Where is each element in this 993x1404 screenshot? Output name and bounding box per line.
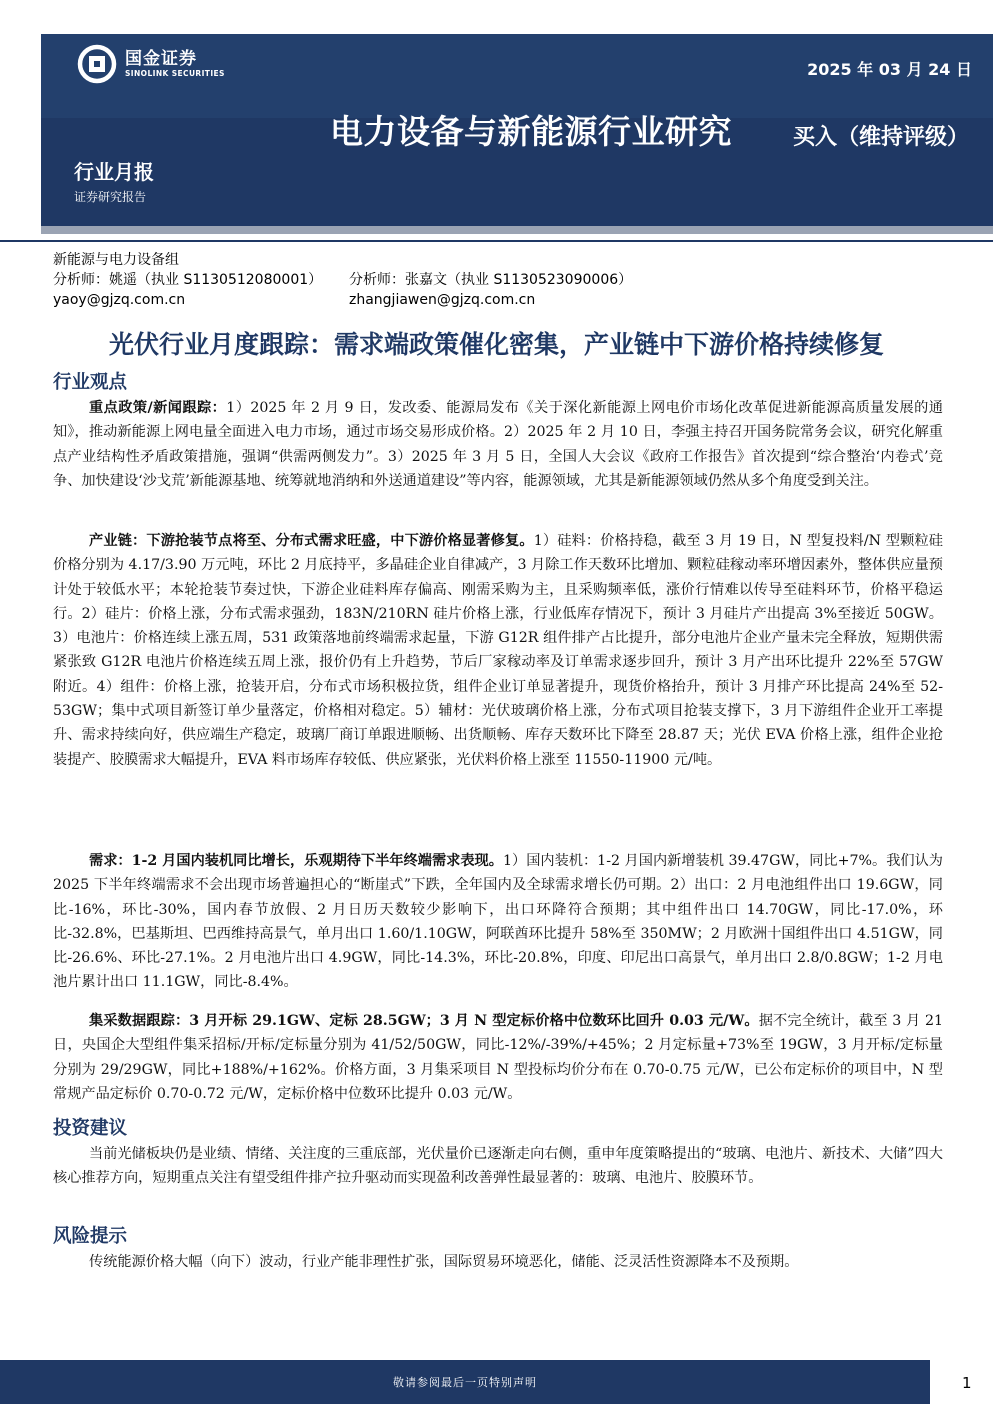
paragraph-risk (53, 1250, 943, 1274)
paragraph-policy (53, 396, 943, 493)
report-type: 行业月报 (74, 160, 154, 184)
paragraph-invest (53, 1142, 943, 1191)
paragraph-demand (53, 849, 943, 995)
report-date: 2025 年 03 月 24 日 (807, 60, 972, 79)
paragraph-policy-body: 1）2025 年 2 月 9 日，发改委、能源局发布《关于深化新能源上网电价市场化改革促进新能源高质量发展的通知》，推动新能源上网电量全面进入电力市场，通过市场交易形成价格。2）2025 年 2 月 10 日，李强主持召开国务院常务会议，研究化解重点产业结构性矛盾政策措施，强调“供需两侧发力”。3）2025 年 3 月 5 日，全国人大会议《政府工作报告》首次提到“综合整治‘内卷式’竞争、加快建设‘沙戈荒’新能源基地、统筹就地消纳和外送通道建设”等内容，能源领域，尤其是新能源领域仍然从多个角度受到关注。 (53, 400, 943, 489)
analyst-info (53, 250, 632, 310)
page-number: 1 (962, 1374, 972, 1392)
section-heading-view: 行业观点 (53, 372, 128, 393)
paragraph-chain-lead: 产业链：下游抢装节点将至、分布式需求旺盛，中下游价格显著修复。 (89, 533, 534, 549)
section-heading-invest: 投资建议 (53, 1118, 128, 1139)
paragraph-demand-body: 1）国内装机：1-2 月国内新增装机 39.47GW，同比+7%。我们认为 2025 下半年终端需求不会出现市场普遍担心的“断崖式”下跌，全年国内及全球需求增长仍可期。2）出口：2 月电池组件出口 19.6GW，同比-16%，环比-30%，国内春节放假、2 月日历天数较少影响下，出口环降符合预期；其中组件出口 14.70GW，同比-17.0%，环比-32.8%，巴基斯坦、巴西维持高景气，单月出口 1.60/1.10GW，阿联酋环比提升 58%至 350MW；2 月欧洲十国组件出口 4.51GW，同比-26.6%、环比-27.1%。2 月电池片出口 4.9GW，同比-14.3%，环比-20.8%，印度、印尼出口高景气，单月出口 2.8/0.8GW；1-2 月电池片累计出口 11.1GW，同比-8.4%。 (53, 853, 943, 991)
company-logo (77, 44, 225, 84)
paragraph-industry-chain (53, 529, 943, 772)
rating-label: 买入（维持评级） (793, 125, 970, 150)
paragraph-procurement-lead: 集采数据跟踪：3 月开标 29.1GW、定标 28.5GW；3 月 N 型定标价格中位数环比回升 0.03 元/W。 (89, 1013, 759, 1029)
paragraph-invest-body: 当前光储板块仍是业绩、情绪、关注度的三重底部，光伏量价已逐渐走向右侧，重申年度策略提出的“玻璃、电池片、新技术、大储”四大核心推荐方向，短期重点关注有望受组件排产拉升驱动而实现盈利改善弹性最显著的：玻璃、电池片、胶膜环节。 (53, 1146, 943, 1187)
footer-disclaimer-note: 敬请参阅最后一页特别声明 (393, 1376, 537, 1389)
report-subtype: 证券研究报告 (74, 190, 147, 204)
header-separator (0, 240, 993, 242)
research-group: 新能源与电力设备组 (53, 252, 179, 268)
paragraph-policy-lead: 重点政策/新闻跟踪： (89, 400, 227, 416)
header-banner (41, 34, 993, 227)
paragraph-procurement (53, 1009, 943, 1106)
report-title: 电力设备与新能源行业研究 (330, 112, 732, 151)
analyst-2: 分析师：张嘉文（执业 S1130523090006） (349, 272, 633, 288)
logo-text-cn: 国金证券 (125, 49, 197, 69)
analyst-1-email[interactable]: yaoy@gjzq.com.cn (53, 292, 186, 308)
logo-text-en: SINOLINK SECURITIES (125, 69, 225, 78)
paragraph-risk-body: 传统能源价格大幅（向下）波动，行业产能非理性扩张，国际贸易环境恶化，储能、泛灵活性资源降本不及预期。 (89, 1254, 799, 1270)
analyst-2-email[interactable]: zhangjiawen@gjzq.com.cn (349, 292, 536, 308)
logo-mark-icon (77, 44, 117, 84)
paragraph-procurement-body: 据不完全统计，截至 3 月 21 日，央国企大型组件集采招标/开标/定标量分别为 41/52/50GW，同比-12%/-39%/+45%；2 月定标量+73%至 19GW，3 月开标/定标量分别为 29/29GW，同比+188%/+162%。价格方面，3 月集采项目 N 型投标均价分布在 0.70-0.75 元/W，已公布定标价的项目中，N 型常规产品定标价 0.70-0.72 元/W，定标价格中位数环比提升 0.03 元/W。 (53, 1013, 943, 1102)
paragraph-demand-lead: 需求：1-2 月国内装机同比增长，乐观期待下半年终端需求表现。 (89, 853, 503, 869)
section-heading-risk: 风险提示 (53, 1226, 128, 1247)
report-headline: 光伏行业月度跟踪：需求端政策催化密集，产业链中下游价格持续修复 (108, 330, 884, 359)
analyst-1: 分析师：姚遥（执业 S1130512080001） (53, 272, 323, 288)
banner-shadow (41, 226, 993, 234)
paragraph-chain-body: 1）硅料：价格持稳，截至 3 月 19 日，N 型复投料/N 型颗粒硅价格分别为 4.17/3.90 万元吨，环比 2 月底持平，多晶硅企业自律减产，3 月除工作天数环比增加、颗粒硅稼动率环增因素外，整体供应量预计处于较低水平；本轮抢装节奏过快，下游企业硅料库存偏高、刚需采购为主，且采购频率低，涨价行情难以传导至硅料环节，价格平稳运行。2）硅片：价格上涨，分布式需求强劲，183N/210RN 硅片价格上涨，行业低库存情况下，预计 3 月硅片产出提高 3%至接近 50GW。3）电池片：价格连续上涨五周，531 政策落地前终端需求起量，下游 G12R 组件排产占比提升，部分电池片企业产量未完全释放，短期供需紧张致 G12R 电池片价格连续五周上涨，报价仍有上升趋势，节后厂家稼动率及订单需求逐步回升，预计 3 月产出环比提升 22%至 57GW 附近。4）组件：价格上涨，抢装开启，分布式市场积极拉货，组件企业订单显著提升，现货价格抬升，预计 3 月排产环比提高 24%至 52-53GW；集中式项目新签订单少量落定，价格相对稳定。5）辅材：光伏玻璃价格上涨，分布式项目抢装支撑下，3 月下游组件企业开工率提升、需求持续向好，供应端生产稳定，玻璃厂商订单跟进顺畅、出货顺畅、库存天数环比下降至 28.87 天；光伏 EVA 价格上涨，组件企业抢装提产、胶膜需求大幅提升，EVA 料市场库存较低、供应紧张，光伏料价格上涨至 11550-11900 元/吨。 (53, 533, 943, 768)
